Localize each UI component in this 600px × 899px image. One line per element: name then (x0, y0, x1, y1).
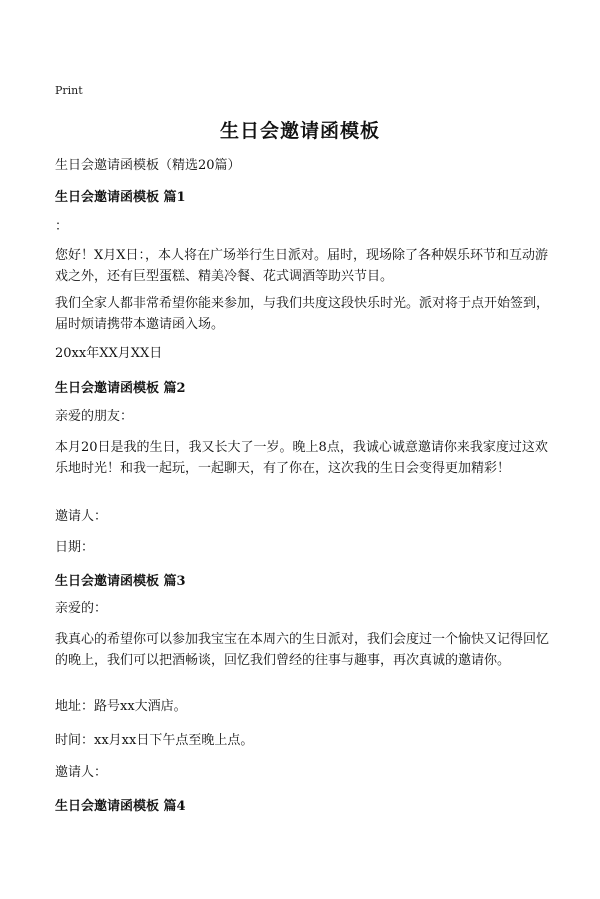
section-3-inviter: 邀请人： (55, 765, 108, 780)
section-3-address: 地址：路号xx大酒店。 (55, 699, 187, 714)
section-1-paragraph: ： (55, 219, 69, 234)
section-1-paragraph: 您好！X月X日：，本人将在广场举行生日派对。届时，现场除了各种娱乐环节和互动游戏之外，还有巨型蛋糕、精美冷餐、花式调酒等助兴节目。 (55, 248, 549, 284)
section-1-paragraph: 我们全家人都非常希望你能来参加，与我们共度这段快乐时光。派对将于点开始签到，届时烦请携带本邀请函入场。 (55, 296, 550, 332)
print-label: Print (55, 84, 83, 97)
page-title: 生日会邀请函模板 (219, 120, 380, 142)
section-1-date: 20xx年XX月XX日 (55, 346, 163, 361)
section-heading-2: 生日会邀请函模板 篇2 (55, 381, 186, 396)
section-2-paragraph: 本月20日是我的生日，我又长大了一岁。晚上8点，我诚心诚意邀请你来我家度过这欢乐地时光！和我一起玩，一起聊天，有了你在，这次我的生日会变得更加精彩！ (55, 440, 548, 476)
section-heading-4: 生日会邀请函模板 篇4 (55, 799, 186, 814)
section-3-paragraph: 我真心的希望你可以参加我宝宝在本周六的生日派对，我们会度过一个愉快又记得回忆的晚上，我们可以把酒畅谈，回忆我们曾经的往事与趣事，再次真诚的邀请你。 (55, 632, 550, 668)
section-2-paragraph: 亲爱的朋友： (55, 409, 134, 424)
section-heading-3: 生日会邀请函模板 篇3 (55, 574, 186, 589)
section-heading-1: 生日会邀请函模板 篇1 (55, 190, 186, 205)
document-subtitle: 生日会邀请函模板（精选20篇） (55, 158, 241, 173)
section-2-date: 日期： (55, 540, 95, 555)
section-3-time: 时间：xx月xx日下午点至晚上点。 (55, 733, 254, 748)
section-3-paragraph: 亲爱的： (55, 601, 108, 616)
section-2-inviter: 邀请人： (55, 509, 108, 524)
